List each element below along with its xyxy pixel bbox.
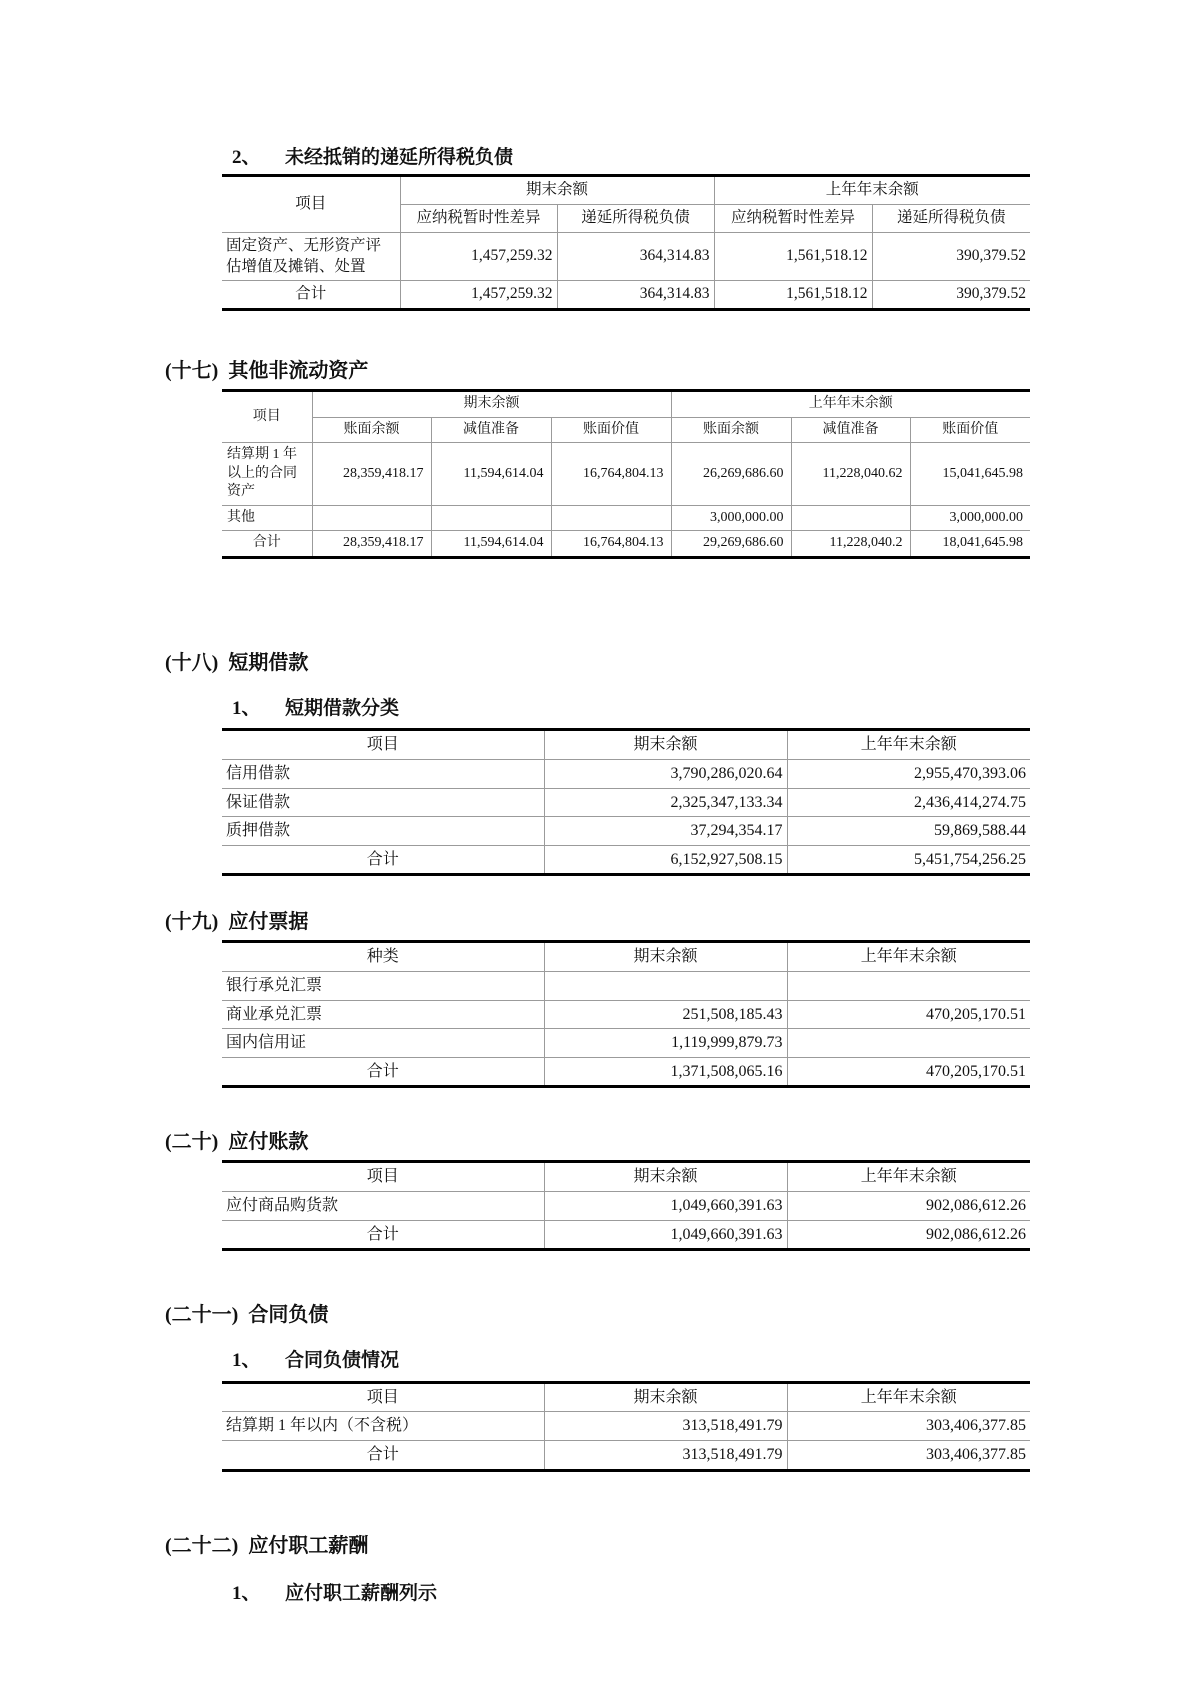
table-row: [222, 443, 1030, 505]
cell-value: 28,359,418.17: [312, 443, 431, 505]
cell-value: 2,325,347,133.34: [544, 788, 787, 817]
heading-deferred-tax: [232, 146, 1170, 170]
cell-value: 26,269,686.60: [671, 443, 791, 505]
row-label-total: 合计: [222, 1441, 544, 1471]
cell-value: 3,790,286,020.64: [544, 759, 787, 788]
table-header-row: [222, 1162, 1030, 1192]
cell-value: [791, 505, 910, 530]
heading-accounts-payable: [165, 1130, 1170, 1154]
heading-notes-payable: [165, 910, 1170, 934]
cell-value: 29,269,686.60: [671, 531, 791, 557]
contract-liabilities-table: [222, 1381, 1030, 1472]
subheading-number: 1、: [232, 1350, 261, 1372]
cell-value: 18,041,645.98: [910, 531, 1030, 557]
cell-value: [544, 971, 787, 1000]
cell-value: 1,049,660,391.63: [544, 1220, 787, 1250]
table-row: [222, 1000, 1030, 1029]
cell-value: [551, 505, 671, 530]
cell-value: [431, 505, 551, 530]
cell-value: 2,955,470,393.06: [787, 759, 1030, 788]
heading-contract-liabilities: [165, 1303, 1170, 1327]
cell-value: [312, 505, 431, 530]
row-label-total: 合计: [222, 281, 400, 310]
cell-value: 313,518,491.79: [544, 1441, 787, 1471]
section-title: 应付票据: [228, 911, 309, 934]
col-header-dtl: 递延所得税负债: [557, 204, 714, 232]
heading-title: 未经抵销的递延所得税负债: [285, 147, 514, 168]
col-group-prior: 上年年末余额: [671, 391, 1030, 417]
row-label: 结算期 1 年以上的合同资产: [222, 443, 312, 505]
table-row: [222, 232, 1030, 281]
col-header-prior: 上年年末余额: [787, 730, 1030, 760]
cell-value: 28,359,418.17: [312, 531, 431, 557]
cell-value: 6,152,927,508.15: [544, 845, 787, 875]
col-header-item: 项目: [222, 1162, 544, 1192]
table-header-row: [222, 175, 1030, 204]
col-header-book-balance: 账面余额: [671, 417, 791, 442]
subheading-title: 应付职工薪酬列示: [285, 1582, 438, 1604]
table-row: [222, 1191, 1030, 1220]
heading-other-noncurrent-assets: [165, 359, 1170, 383]
heading-employee-benefits-payable: [165, 1534, 1170, 1558]
row-label-total: 合计: [222, 1057, 544, 1087]
section-number: (十九): [165, 911, 219, 934]
col-header-item: 项目: [222, 730, 544, 760]
col-header-item: 项目: [222, 175, 400, 232]
col-header-ending: 期末余额: [544, 730, 787, 760]
col-header-impairment: 减值准备: [431, 417, 551, 442]
table-total-row: [222, 1057, 1030, 1087]
row-label: 结算期 1 年以内（不含税）: [222, 1412, 544, 1441]
cell-value: 1,119,999,879.73: [544, 1029, 787, 1058]
section-title: 其他非流动资产: [228, 360, 369, 383]
cell-value: 11,228,040.62: [791, 443, 910, 505]
col-header-ending: 期末余额: [544, 1382, 787, 1412]
table-row: [222, 788, 1030, 817]
col-header-dtl: 递延所得税负债: [872, 204, 1030, 232]
table-header-row: [222, 942, 1030, 972]
row-label: 其他: [222, 505, 312, 530]
cell-value: 11,228,040.2: [791, 531, 910, 557]
cell-value: 1,049,660,391.63: [544, 1191, 787, 1220]
table-row: [222, 759, 1030, 788]
cell-value: [787, 971, 1030, 1000]
cell-value: 1,457,259.32: [400, 232, 557, 281]
short-term-loans-table: [222, 728, 1030, 876]
subheading-contract-liabilities-detail: [232, 1349, 1170, 1373]
subheading-loan-classification: [232, 697, 1170, 721]
section-title: 应付职工薪酬: [248, 1534, 369, 1557]
col-header-ending: 期末余额: [544, 1162, 787, 1192]
cell-value: 902,086,612.26: [787, 1191, 1030, 1220]
cell-value: 1,561,518.12: [714, 281, 872, 310]
row-label: 商业承兑汇票: [222, 1000, 544, 1029]
deferred-tax-table: [222, 174, 1030, 312]
col-header-book-balance: 账面余额: [312, 417, 431, 442]
cell-value: 303,406,377.85: [787, 1412, 1030, 1441]
table-row: [222, 505, 1030, 530]
row-label: 质押借款: [222, 817, 544, 846]
section-title: 合同负债: [248, 1304, 329, 1327]
cell-value: 3,000,000.00: [910, 505, 1030, 530]
col-header-impairment: 减值准备: [791, 417, 910, 442]
table-total-row: [222, 281, 1030, 310]
cell-value: 11,594,614.04: [431, 531, 551, 557]
table-total-row: [222, 531, 1030, 557]
cell-value: 16,764,804.13: [551, 531, 671, 557]
table-row: [222, 1412, 1030, 1441]
cell-value: 390,379.52: [872, 232, 1030, 281]
subheading-title: 短期借款分类: [285, 697, 400, 719]
heading-number: 2、: [232, 147, 261, 168]
cell-value: 390,379.52: [872, 281, 1030, 310]
heading-short-term-loans: [165, 651, 1170, 675]
table-row: [222, 971, 1030, 1000]
cell-value: 16,764,804.13: [551, 443, 671, 505]
cell-value: [787, 1029, 1030, 1058]
cell-value: 2,436,414,274.75: [787, 788, 1030, 817]
row-label: 固定资产、无形资产评估增值及摊销、处置: [222, 232, 400, 281]
subheading-title: 合同负债情况: [285, 1350, 400, 1372]
other-noncurrent-assets-table: [222, 389, 1030, 558]
col-header-prior: 上年年末余额: [787, 1162, 1030, 1192]
cell-value: 470,205,170.51: [787, 1000, 1030, 1029]
cell-value: 303,406,377.85: [787, 1441, 1030, 1471]
cell-value: 470,205,170.51: [787, 1057, 1030, 1087]
section-title: 应付账款: [228, 1131, 309, 1154]
subheading-number: 1、: [232, 697, 261, 719]
cell-value: 1,371,508,065.16: [544, 1057, 787, 1087]
section-number: (二十二): [165, 1534, 239, 1557]
table-header-row: [222, 391, 1030, 417]
cell-value: 5,451,754,256.25: [787, 845, 1030, 875]
row-label: 银行承兑汇票: [222, 971, 544, 1000]
table-subheader-row: [222, 417, 1030, 442]
col-group-ending: 期末余额: [400, 175, 714, 204]
cell-value: 251,508,185.43: [544, 1000, 787, 1029]
cell-value: 1,561,518.12: [714, 232, 872, 281]
col-group-ending: 期末余额: [312, 391, 671, 417]
row-label-total: 合计: [222, 531, 312, 557]
col-header-item: 项目: [222, 391, 312, 443]
cell-value: 37,294,354.17: [544, 817, 787, 846]
cell-value: 313,518,491.79: [544, 1412, 787, 1441]
table-row: [222, 817, 1030, 846]
col-header-ending: 期末余额: [544, 942, 787, 972]
col-header-taxable-diff: 应纳税暂时性差异: [400, 204, 557, 232]
subheading-employee-benefits-listing: [232, 1582, 1170, 1606]
table-total-row: [222, 1441, 1030, 1471]
col-header-prior: 上年年末余额: [787, 1382, 1030, 1412]
cell-value: 15,041,645.98: [910, 443, 1030, 505]
cell-value: 902,086,612.26: [787, 1220, 1030, 1250]
section-number: (十七): [165, 360, 219, 383]
col-header-item: 项目: [222, 1382, 544, 1412]
cell-value: 3,000,000.00: [671, 505, 791, 530]
table-header-row: [222, 1382, 1030, 1412]
table-total-row: [222, 1220, 1030, 1250]
row-label: 国内信用证: [222, 1029, 544, 1058]
row-label-total: 合计: [222, 1220, 544, 1250]
row-label-total: 合计: [222, 845, 544, 875]
accounts-payable-table: [222, 1160, 1030, 1251]
section-number: (二十一): [165, 1304, 239, 1327]
col-header-item: 种类: [222, 942, 544, 972]
cell-value: 11,594,614.04: [431, 443, 551, 505]
section-number: (十八): [165, 651, 219, 674]
section-title: 短期借款: [228, 651, 309, 674]
col-header-book-value: 账面价值: [910, 417, 1030, 442]
row-label: 信用借款: [222, 759, 544, 788]
cell-value: 364,314.83: [557, 232, 714, 281]
row-label: 保证借款: [222, 788, 544, 817]
cell-value: 59,869,588.44: [787, 817, 1030, 846]
col-header-book-value: 账面价值: [551, 417, 671, 442]
col-header-prior: 上年年末余额: [787, 942, 1030, 972]
cell-value: 1,457,259.32: [400, 281, 557, 310]
col-group-prior: 上年年末余额: [714, 175, 1030, 204]
row-label: 应付商品购货款: [222, 1191, 544, 1220]
table-header-row: [222, 730, 1030, 760]
cell-value: 364,314.83: [557, 281, 714, 310]
notes-payable-table: [222, 940, 1030, 1088]
col-header-taxable-diff: 应纳税暂时性差异: [714, 204, 872, 232]
table-row: [222, 1029, 1030, 1058]
table-total-row: [222, 845, 1030, 875]
section-number: (二十): [165, 1131, 219, 1154]
subheading-number: 1、: [232, 1582, 261, 1604]
